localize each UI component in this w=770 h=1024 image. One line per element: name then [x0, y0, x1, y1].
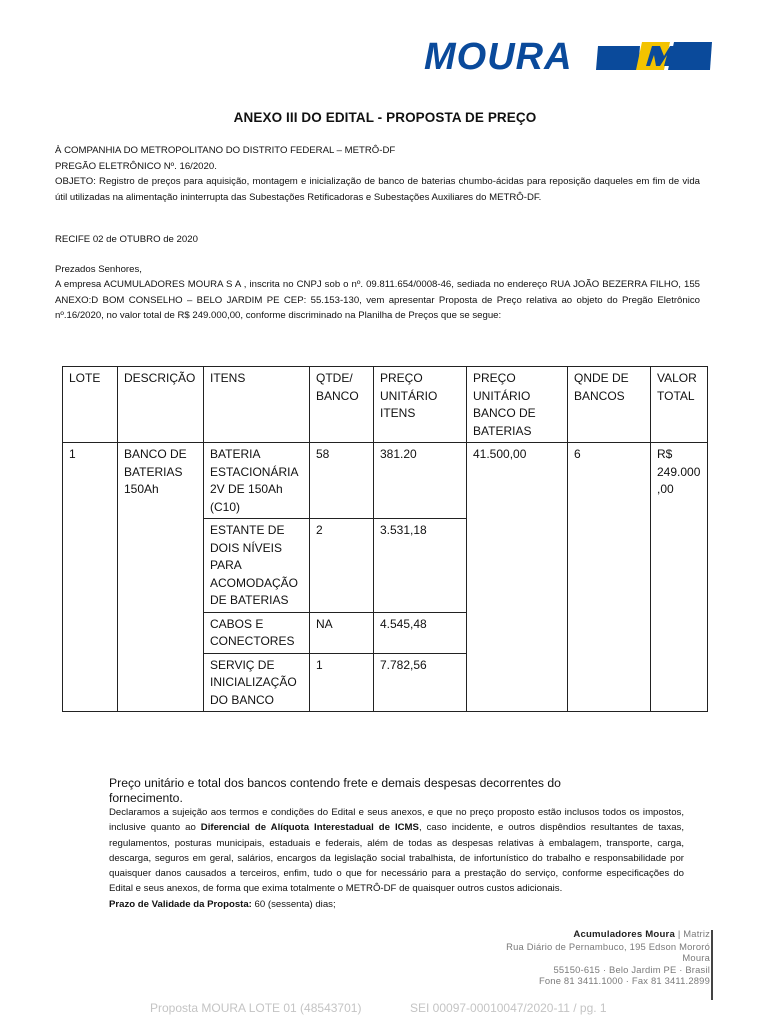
cell-qtde: 58 [310, 443, 374, 519]
cell-item: CABOS E CONECTORES [204, 612, 310, 653]
company-stamp [500, 928, 710, 987]
cell-qtde: 1 [310, 653, 374, 712]
moura-logo [420, 36, 715, 74]
header-valor-total: VALOR TOTAL [651, 367, 708, 443]
cell-valor-total: R$ 249.000,00 [651, 443, 708, 712]
header-preco-itens: PREÇO UNITÁRIO ITENS [374, 367, 467, 443]
stamp-branch: | Matriz [677, 928, 710, 939]
header-block [55, 143, 700, 205]
header-preco-banco: PREÇO UNITÁRIO BANCO DE BATERIAS [467, 367, 568, 443]
cell-preco: 4.545,48 [374, 612, 467, 653]
declaration-paragraph [109, 805, 684, 897]
stamp-address: Rua Diário de Pernambuco, 195 Edson Mororó Moura [506, 940, 710, 963]
cell-preco: 3.531,18 [374, 519, 467, 613]
declaration-text-2: , caso incidente, e outros dispêndios resultantes de taxas, regulamentos, posturas municipais, estaduais e federais, além de todas as despesas relativas à embalagem, transporte, carga, descarga, seguros em geral, salários, encargos da legislação social trabalhista, de infortunístico do trabalho e responsabilidade por quaisquer danos causados a terceiros, enfim, tudo o que for necessário para a prestação do serviço, conforme especificações do Edital e seus anexos, de forma que exima totalmente o METRÔ-DF de quaisquer outros custos adicionais. [109, 822, 684, 895]
stamp-firm: Acumuladores Moura [573, 929, 676, 940]
table-row [63, 443, 708, 519]
stamp-divider [711, 930, 713, 1000]
table-header-row [63, 367, 708, 443]
footer-document-ref: Proposta MOURA LOTE 01 (48543701) [150, 1001, 362, 1015]
cell-preco: 7.782,56 [374, 653, 467, 712]
addressee: À COMPANHIA DO METROPOLITANO DO DISTRITO FEDERAL – METRÔ-DF [55, 145, 396, 156]
cell-preco: 381.20 [374, 443, 467, 519]
cell-item: BATERIA ESTACIONÁRIA 2V DE 150Ah (C10) [204, 443, 310, 519]
svg-text:MOURA: MOURA [424, 36, 573, 74]
cell-preco-banco: 41.500,00 [467, 443, 568, 712]
header-qnde-bancos: QNDE DE BANCOS [568, 367, 651, 443]
document-title: ANEXO III DO EDITAL - PROPOSTA DE PREÇO [233, 110, 537, 125]
cell-qtde: NA [310, 612, 374, 653]
cell-qnde-bancos: 6 [568, 443, 651, 712]
intro-paragraph: A empresa ACUMULADORES MOURA S A , inscrita no CNPJ sob o nº. 09.811.654/0008-46, sediada no endereço RUA JOÃO BEZERRA FILHO, 155 ANEXO:D BOM CONSELHO – BELO JARDIM PE CEP: 55.153-130, vem apresentar Proposta de Preço relativa ao objeto do Pregão Eletrônico nº.16/2020, no valor total de R$ 249.000,00, conforme discriminado na Planilha de Preços que se segue: [55, 279, 700, 322]
declaration-block [109, 805, 684, 912]
price-note: Preço unitário e total dos bancos contendo frete e demais despesas decorrentes do fornecimento. [109, 776, 561, 805]
objeto-text: OBJETO: Registro de preços para aquisição, montagem e inicialização de banco de baterias chumbo-ácidas para reposição daqueles em fim de vida útil utilizadas na alimentação ininterrupta das Subestações Retificadoras e Subestações Auxiliares do METRÔ-DF. [55, 176, 700, 203]
cell-item: ESTANTE DE DOIS NÍVEIS PARA ACOMODAÇÃO DE BATERIAS [204, 519, 310, 613]
declaration-bold: Diferencial de Alíquota Interestadual de ICMS [200, 822, 419, 834]
header-itens: ITENS [204, 367, 310, 443]
validity-line [109, 897, 684, 912]
stamp-city: 55150-615 · Belo Jardim PE · Brasil [553, 963, 710, 975]
validity-label: Prazo de Validade da Proposta: [109, 898, 252, 910]
date-line: RECIFE 02 de OTUBRO de 2020 [55, 234, 198, 245]
cell-item: SERVIÇ DE INICIALIZAÇÃO DO BANCO [204, 653, 310, 712]
salutation: Prezados Senhores, [55, 264, 142, 275]
cell-qtde: 2 [310, 519, 374, 613]
header-lote: LOTE [63, 367, 118, 443]
cell-descricao: BANCO DE BATERIAS 150Ah [118, 443, 204, 712]
header-qtde: QTDE/ BANCO [310, 367, 374, 443]
declaration-text-1: Declaramos a sujeição aos termos e condições do Edital e seus anexos, e que no preço proposto estão inclusos todos os impostos, inclusive quanto ao [109, 807, 684, 834]
stamp-phone: Fone 81 3411.1000 · Fax 81 3411.2899 [538, 975, 710, 986]
footer-sei-ref: SEI 00097-00010047/2020-11 / pg. 1 [410, 1001, 607, 1015]
header-descricao: DESCRIÇÃO [118, 367, 204, 443]
pregao-line: PREGÃO ELETRÔNICO Nº. 16/2020. [55, 160, 217, 172]
stamp-firm-line [500, 928, 710, 941]
price-table [62, 366, 708, 712]
validity-value: 60 (sessenta) dias; [251, 898, 336, 910]
cell-lote: 1 [63, 443, 118, 712]
